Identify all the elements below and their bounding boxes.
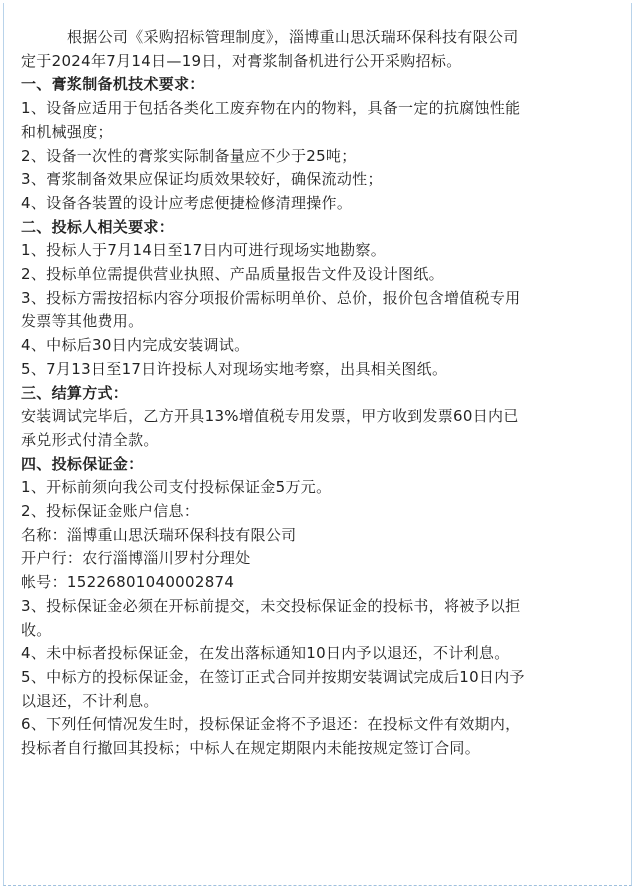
deposit-item-3-line-2: 收。	[21, 620, 52, 639]
section-heading-deposit: 四、投标保证金：	[21, 454, 144, 473]
deposit-item-1: 1、开标前须向我公司支付投标保证金5万元。	[21, 478, 332, 497]
deposit-item-6-line-1: 6、下列任何情况发生时，投标保证金将不予退还：在投标文件有效期内，	[21, 715, 521, 734]
deposit-item-3-line-1: 3、投标保证金必须在开标前提交，未交投标保证金的投标书，将被予以拒	[21, 596, 521, 615]
technical-item-1-line-1: 1、设备应适用于包括各类化工废弃物在内的物料，具备一定的抗腐蚀性能	[21, 99, 521, 118]
bidder-item-1: 1、投标人于7月14日至17日内可进行现场实地勘察。	[21, 241, 387, 260]
deposit-item-4: 4、未中标者投标保证金，在发出落标通知10日内予以退还，不计利息。	[21, 644, 510, 663]
settlement-line-2: 承兑形式付清全款。	[21, 430, 159, 449]
account-bank: 开户行：农行淄博淄川罗村分理处	[21, 549, 251, 568]
technical-item-2: 2、设备一次性的膏浆实际制备量应不少于25吨；	[21, 146, 357, 165]
section-heading-settlement: 三、结算方式：	[21, 383, 129, 402]
technical-item-3: 3、膏浆制备效果应保证均质效果较好，确保流动性；	[21, 170, 383, 189]
technical-item-1-line-2: 和机械强度；	[21, 122, 113, 141]
bidder-item-5: 5、7月13日至17日许投标人对现场实地考察，出具相关图纸。	[21, 359, 448, 378]
section-heading-technical: 一、膏浆制备机技术要求：	[21, 75, 205, 94]
deposit-item-5-line-2: 以退还，不计利息。	[21, 691, 159, 710]
document-body	[21, 26, 613, 761]
technical-item-4: 4、设备各装置的设计应考虑便捷检修清理操作。	[21, 193, 353, 212]
account-number: 帐号：15226801040002874	[21, 573, 235, 592]
bidder-item-4: 4、中标后30日内完成安装调试。	[21, 336, 250, 355]
deposit-item-5-line-1: 5、中标方的投标保证金，在签订正式合同并按期安装调试完成后10日内予	[21, 667, 525, 686]
deposit-item-6-line-2: 投标者自行撤回其投标；中标人在规定期限内未能按规定签订合同。	[21, 739, 481, 758]
settlement-line-1: 安装调试完毕后，乙方开具13%增值税专用发票，甲方收到发票60日内已	[21, 407, 519, 426]
intro-line-2: 定于2024年7月14日—19日，对膏浆制备机进行公开采购招标。	[21, 51, 462, 70]
deposit-item-2: 2、投标保证金账户信息：	[21, 502, 200, 521]
bidder-item-2: 2、投标单位需提供营业执照、产品质量报告文件及设计图纸。	[21, 265, 444, 284]
account-name: 名称：淄博重山思沃瑞环保科技有限公司	[21, 525, 297, 544]
intro-line-1: 根据公司《采购招标管理制度》，淄博重山思沃瑞环保科技有限公司	[67, 28, 519, 46]
section-heading-bidder: 二、投标人相关要求：	[21, 217, 175, 236]
bidder-item-3-line-1: 3、投标方需按招标内容分项报价需标明单价、总价，报价包含增值税专用	[21, 288, 521, 307]
bidder-item-3-line-2: 发票等其他费用。	[21, 312, 144, 331]
